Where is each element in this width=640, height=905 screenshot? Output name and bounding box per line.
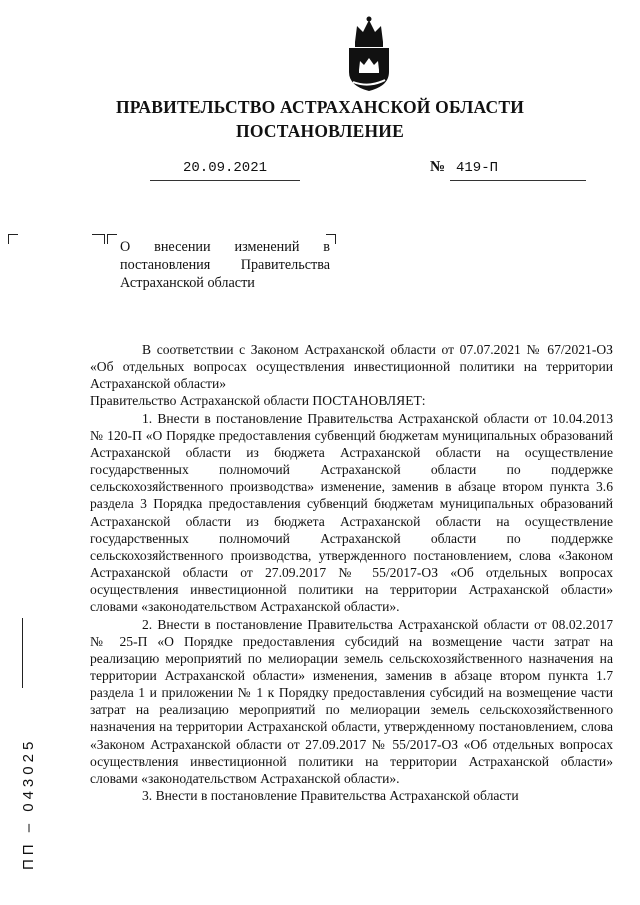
date-underline (150, 180, 300, 181)
decree-paragraph: Правительство Астраханской области ПОСТАНОВЛЯЕТ: (90, 393, 426, 409)
document-number: 419-П (456, 160, 499, 176)
corner-mark (107, 234, 117, 244)
serial-rule (22, 618, 23, 688)
document-date: 20.09.2021 (182, 160, 267, 176)
serial-number: ПП – 043025 (20, 737, 37, 870)
number-sign: № (430, 159, 446, 175)
intro-paragraph: В соответствии с Законом Астраханской области от 07.07.2021 № 67/2021-ОЗ «Об отдельных вопросах осуществления инвестиционной политики на территории Астраханской области» (90, 342, 613, 392)
government-title: ПРАВИТЕЛЬСТВО АСТРАХАНСКОЙ ОБЛАСТИ (115, 97, 525, 117)
corner-mark (92, 234, 105, 244)
coat-of-arms-emblem (341, 14, 397, 92)
item-3-paragraph: 3. Внести в постановление Правительства Астраханской области (142, 788, 519, 804)
item-1-paragraph: 1. Внести в постановление Правительства Астраханской области от 10.04.2013 № 120-П «О Порядке предоставления субвенций бюджетам муниципальных образований Астраханской области из бюджета Астраханской области на осуществление государственных полномочий Астраханской области по поддержке сельскохозяйственного производства» изменение, заменив в абзаце втором пункта 3.6 раздела 3 Порядка предоставления субвенций бюджетам муниципальных образований Астраханской области из бюджета Астраханской области на осуществление государственных полномочий Астраханской области по поддержке сельскохозяйственного производства, утвержденного постановлением, слова «Законом Астраханской области от 27.09.2017 № 55/2017-ОЗ «Об отдельных вопросах осуществления инвестиционной политики на территории Астраханской области» словами «законодательством Астраханской области». (90, 410, 613, 615)
document-body (90, 341, 613, 804)
item-2-paragraph: 2. Внести в постановление Правительства Астраханской области от 08.02.2017 № 25-П «О Порядке предоставления субсидий на возмещение части затрат на реализацию мероприятий по мелиорации земель сельскохозяйственного назначения на территории Астраханской области» изменения, заменив в абзаце втором пункта 1.7 раздела 1 и приложении № 1 к Порядку предоставления субсидий на возмещение части затрат на реализацию мероприятий по мелиорации земель сельскохозяйственного назначения на территории Астраханской области, утвержденному постановлением, слова «Законом Астраханской области от 27.09.2017 № 55/2017-ОЗ «Об отдельных вопросах осуществления инвестиционной политики на территории Астраханской области» словами «законодательством Астраханской области». (90, 616, 613, 786)
number-underline (450, 180, 586, 181)
document-type-title: ПОСТАНОВЛЕНИЕ (236, 121, 404, 141)
corner-mark (8, 234, 18, 244)
document-subject: О внесении изменений в постановления Правительства Астраханской области (120, 239, 330, 291)
